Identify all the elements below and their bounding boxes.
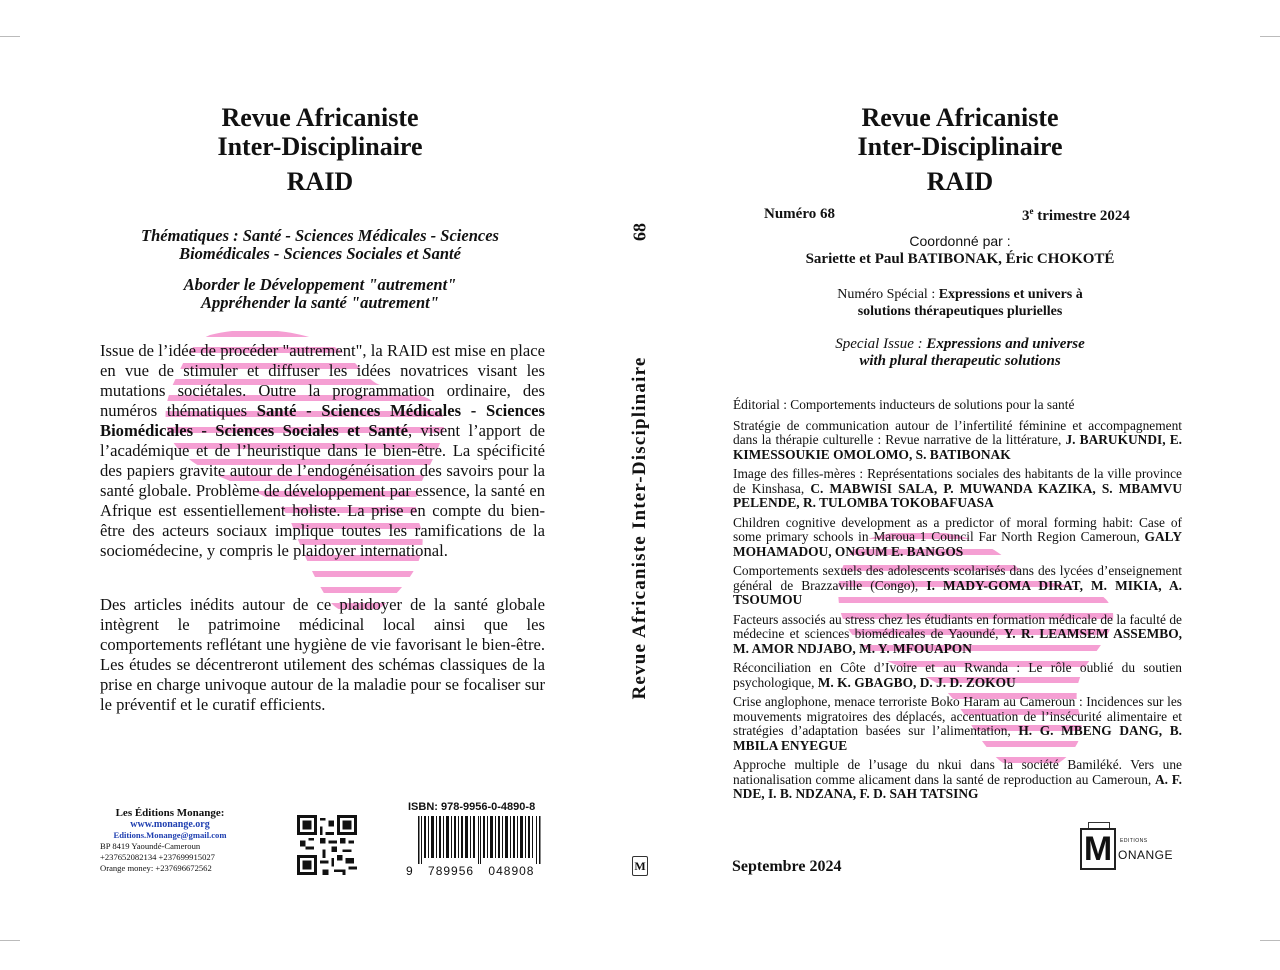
quarter-sup: e	[1029, 206, 1034, 216]
logo-tagline: EDITIONS	[1120, 838, 1148, 844]
back-p1-c: , visent l’apport de l’académique et de l’heuristique dans le bien-être. La spécificité des papiers gravite autour de l’endogénéisation des savoirs pour la santé globale. Problème de développement par essence, la santé en Afrique est essentiellement holiste. La prise en compte du bien-être des acteurs sociaux implique toutes les ramifications de la sociomédecine, y compris le plaidoyer international.	[100, 421, 545, 560]
publisher-email-link[interactable]: Editions.Monange@gmail.com	[113, 830, 227, 840]
special-issue-en	[720, 336, 1200, 370]
toc-item-text: Approche multiple de l’usage du nkui dans la société Bamiléké. Vers une nationalisation comme alicament dans la santé de reproduction au Cameroun,	[733, 757, 1182, 787]
toc-item-text: Comportements sexuels des adolescents scolarisés dans des lycées d’enseignement général de Brazzaville (Congo),	[733, 563, 1182, 593]
logo-word: ONANGE	[1118, 848, 1174, 862]
toc-item	[733, 398, 1182, 413]
front-title-raid: RAID	[926, 167, 994, 196]
back-themes	[90, 227, 550, 263]
publisher-bp: BP 8419 Yaoundé-Cameroun	[100, 841, 201, 851]
coordinated-by	[720, 232, 1200, 268]
publisher-name: Les Éditions Monange:	[115, 807, 225, 819]
back-cover	[0, 0, 620, 970]
front-title-line1: Revue Africaniste	[861, 103, 1059, 132]
publisher-phones: +237652082134 +237699915027	[100, 852, 215, 862]
toc-item-text: Réconciliation en Côte d’Ivoire et au Rwanda : Le rôle oublié du soutien psychologique,	[733, 660, 1182, 690]
back-title	[100, 103, 540, 196]
front-title	[750, 103, 1170, 196]
monange-logo-icon	[1080, 822, 1185, 874]
logo-letter: M	[1080, 828, 1116, 870]
special-en-label: Special Issue :	[835, 336, 927, 352]
toc-item	[733, 661, 1182, 690]
publisher-info	[100, 808, 240, 874]
front-title-line2: Inter-Disciplinaire	[857, 132, 1063, 161]
back-themes-line1: Thématiques : Santé - Sciences Médicales - Sciences	[141, 226, 499, 245]
back-p1-a: Issue de l’idée de procéder "autrement", la RAID est mise en place en vue de stimuler et diffuser les idées novatrices visant les mutations sociétales. Outre la programmation ordinaire, des numéros thématiques	[100, 341, 545, 420]
toc-item-authors: M. K. GBAGBO, D. J. D. ZOKOU	[817, 674, 1016, 690]
table-of-contents	[733, 398, 1182, 807]
toc-item-text: Facteurs associés au stress chez les étudiants en formation médicale de la faculté de médecine et sciences biomédicales de Yaoundé,	[733, 611, 1182, 641]
toc-item	[733, 564, 1182, 608]
toc-item-text: Crise anglophone, menace terroriste Boko Haram au Cameroun : Incidences sur les mouvements migratoires des déplacés, accentuation de l’insécurité alimentaire et stratégies d’adaptation basées sur l’alimentation,	[733, 694, 1182, 738]
back-title-line1: Revue Africaniste	[221, 103, 419, 132]
back-themes-line2: Biomédicales - Sciences Sociales et Santé	[179, 244, 461, 263]
toc-item-text: Stratégie de communication autour de l’infertilité féminine et accompagnement dans la thérapie culturelle : Revue narrative de la littérature,	[733, 417, 1182, 447]
issue-number: Numéro 68	[764, 206, 835, 222]
spine	[620, 0, 660, 970]
publisher-orange-money: Orange money: +237696672562	[100, 863, 212, 873]
toc-item	[733, 467, 1182, 511]
back-title-raid: RAID	[286, 167, 354, 196]
toc-item-authors: I. MADY-GOMA DIRAT, M. MIKIA, A. TSOUMOU	[733, 577, 1182, 607]
toc-item-authors: A. F. NDE, I. B. NDZANA, F. D. SAH TATSING	[733, 771, 1182, 801]
toc-item	[733, 419, 1182, 463]
back-p1-bold: Santé - Sciences Médicales - Sciences Biomédicales - Sciences Sociales et Santé	[100, 401, 546, 440]
toc-item	[733, 758, 1182, 802]
quarter-rest: trimestre 2024	[1033, 208, 1130, 224]
barcode-digits-left: 789956	[428, 864, 475, 878]
barcode-icon	[418, 816, 544, 864]
toc-item-authors: Y. R. LEAMSEM ASSEMBO, M. AMOR NDJABO, M. Y. MFOUAPON	[733, 626, 1182, 656]
back-paragraph-1	[100, 341, 545, 561]
spine-logo-icon	[632, 856, 648, 876]
barcode-digit-lead: 9	[406, 864, 414, 878]
toc-item-text: Image des filles-mères : Représentations sociales des habitants de la ville province de Kinshasa,	[733, 466, 1182, 496]
special-title-1: Expressions et univers à	[938, 287, 1083, 302]
toc-item-text: Children cognitive development as a predictor of moral forming habit: Case of some primary schools in Maroua 1 Council Far North Region Cameroun,	[733, 514, 1182, 544]
toc-item	[733, 613, 1182, 657]
coordinated-label: Coordonné par :	[909, 233, 1011, 249]
barcode-digits	[406, 864, 546, 878]
qr-code-icon	[297, 815, 357, 875]
back-motto	[90, 276, 550, 312]
issue-quarter	[1022, 206, 1130, 225]
publisher-web-link[interactable]: www.monange.org	[130, 819, 210, 830]
toc-item-authors: GALY MOHAMADOU, ONGUM E. BANGOS	[733, 529, 1182, 559]
toc-item-authors: J. BARUKUNDI, E. KIMESSOUKIE OMOLOMO, S. BATIBONAK	[733, 432, 1182, 462]
special-issue-fr	[720, 286, 1200, 320]
back-motto-line1: Aborder le Développement "autrement"	[183, 275, 457, 294]
special-title-2: solutions thérapeutiques plurielles	[857, 304, 1063, 319]
spine-logo-letter: M	[634, 859, 646, 873]
coordinators: Sariette et Paul BATIBONAK, Éric CHOKOTÉ	[805, 251, 1115, 267]
back-paragraph-2	[100, 595, 545, 715]
isbn-label: ISBN: 978-9956-0-4890-8	[408, 801, 536, 813]
spine-title: Revue Africaniste Inter-Disciplinaire	[629, 356, 650, 700]
toc-item-authors: C. MABWISI SALA, P. MUWANDA KAZIKA, S. MBAMVU PELENDE, R. TULOMBA TOKOBAFUASA	[733, 480, 1182, 510]
toc-item-text: Éditorial : Comportements inducteurs de solutions pour la santé	[733, 397, 1075, 412]
toc-item	[733, 516, 1182, 560]
special-en-title-2: with plural therapeutic solutions	[859, 353, 1061, 369]
toc-item	[733, 695, 1182, 753]
special-en-title-1: Expressions and universe	[926, 336, 1085, 352]
special-label: Numéro Spécial :	[837, 287, 939, 302]
publication-date: Septembre 2024	[732, 858, 842, 875]
toc-item-authors: H. G. MBENG DANG, B. MBILA ENYEGUE	[733, 723, 1182, 753]
quarter-number: 3	[1022, 208, 1030, 224]
back-title-line2: Inter-Disciplinaire	[217, 132, 423, 161]
spine-number: 68	[629, 223, 650, 241]
back-p2: Des articles inédits autour de ce plaidoyer de la santé globale intègrent le patrimoine médicinal local ainsi que les comportements reflétant une hygiène de vie favorisant le bien-être. Les études se décentreront utilement des schémas classiques de la prise en charge univoque autour de la maladie pour se focaliser sur le préventif et le curatif efficients.	[100, 595, 545, 714]
front-cover	[660, 0, 1280, 970]
back-motto-line2: Appréhender la santé "autrement"	[201, 293, 439, 312]
barcode-digits-right: 048908	[488, 864, 535, 878]
